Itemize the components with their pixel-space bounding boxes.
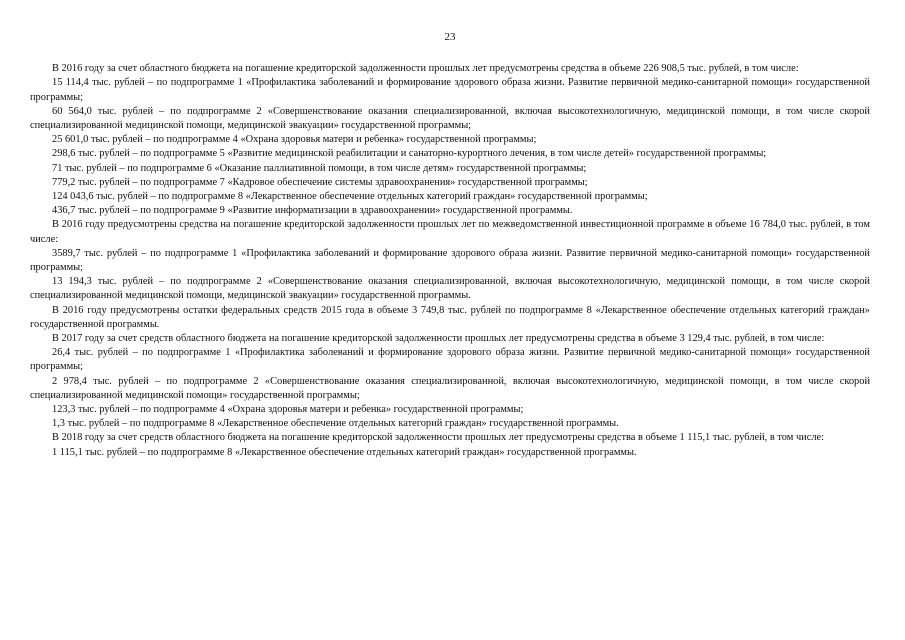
paragraph-item: 13 194,3 тыс. рублей – по подпрограмме 2 «Совершенствование оказания специализированной, включая высокотехнологичную, медицинской помощи, в том числе скорой специализированной медицинской помощи, медицинской эвакуации» государственной программы.	[30, 276, 870, 302]
paragraph-2016-federal: В 2016 году предусмотрены остатки федеральных средств 2015 года в объеме 3 749,8 тыс. рублей по подпрограмме 8 «Лекарственное обеспечение отдельных категорий граждан» государственной программы.	[30, 304, 870, 330]
paragraph-2018-regional: В 2018 году за счет средств областного бюджета на погашение кредиторской задолженности прошлых лет предусмотрены средства в объеме 1 115,1 тыс. рублей, в том числе:	[52, 432, 825, 444]
paragraph-item: 436,7 тыс. рублей – по подпрограмме 9 «Развитие информатизации в здравоохранении» государственной программы.	[52, 205, 573, 217]
paragraph-item: 26,4 тыс. рублей – по подпрограмме 1 «Профилактика заболеваний и формирование здорового образа жизни. Развитие первичной медико-санитарной помощи» государственной программы;	[30, 347, 870, 373]
paragraph-item: 71 тыс. рублей – по подпрограмме 6 «Оказание паллиативной помощи, в том числе детям» государственной программы;	[52, 162, 587, 174]
paragraph-item: 123,3 тыс. рублей – по подпрограмме 4 «Охрана здоровья матери и ребенка» государственной программы;	[52, 404, 524, 416]
document-page	[30, 30, 870, 460]
paragraph-2016-investment: В 2016 году предусмотрены средства на погашение кредиторской задолженности прошлых лет по межведомственной инвестиционной программе в объеме 16 784,0 тыс. рублей, в том числе:	[30, 219, 870, 245]
paragraph-item: 60 564,0 тыс. рублей – по подпрограмме 2 «Совершенствование оказания специализированной, включая высокотехнологичную, медицинской помощи, в том числе скорой специализированной медицинской помощи, медицинской эвакуации» государственной программы;	[30, 105, 870, 132]
paragraph-item: 25 601,0 тыс. рублей – по подпрограмме 4 «Охрана здоровья матери и ребенка» государственной программы;	[52, 134, 537, 146]
paragraph-2017-regional: В 2017 году за счет средств областного бюджета на погашение кредиторской задолженности прошлых лет предусмотрены средства в объеме 3 129,4 тыс. рублей, в том числе:	[52, 333, 825, 345]
paragraph-item: 1 115,1 тыс. рублей – по подпрограмме 8 «Лекарственное обеспечение отдельных категорий граждан» государственной программы.	[52, 446, 637, 458]
paragraph-item: 779,2 тыс. рублей – по подпрограмме 7 «Кадровое обеспечение системы здравоохранения» государственной программы;	[52, 176, 588, 188]
paragraph-item: 298,6 тыс. рублей – по подпрограмме 5 «Развитие медицинской реабилитации и санаторно-курортного лечения, в том числе детей» государственной программы;	[52, 148, 767, 160]
page-number: 23	[444, 31, 456, 43]
paragraph-2016-regional: В 2016 году за счет областного бюджета на погашение кредиторской задолженности прошлых лет предусмотрены средства в объеме 226 908,5 тыс. рублей, в том числе:	[52, 63, 799, 75]
paragraph-item: 15 114,4 тыс. рублей – по подпрограмме 1 «Профилактика заболеваний и формирование здорового образа жизни. Развитие первичной медико-санитарной помощи» государственной программы;	[30, 77, 870, 103]
paragraph-item: 1,3 тыс. рублей – по подпрограмме 8 «Лекарственное обеспечение отдельных категорий граждан» государственной программы.	[52, 418, 619, 430]
paragraph-item: 3589,7 тыс. рублей – по подпрограмме 1 «Профилактика заболеваний и формирование здорового образа жизни. Развитие первичной медико-санитарной помощи» государственной программы;	[30, 247, 870, 274]
paragraph-item: 124 043,6 тыс. рублей – по подпрограмме 8 «Лекарственное обеспечение отдельных категорий граждан» государственной программы;	[52, 191, 648, 203]
paragraph-item: 2 978,4 тыс. рублей – по подпрограмме 2 «Совершенствование оказания специализированной, включая высокотехнологичную, медицинской помощи, в том числе скорой специализированной медицинской помощи» государственной программы;	[30, 375, 870, 401]
